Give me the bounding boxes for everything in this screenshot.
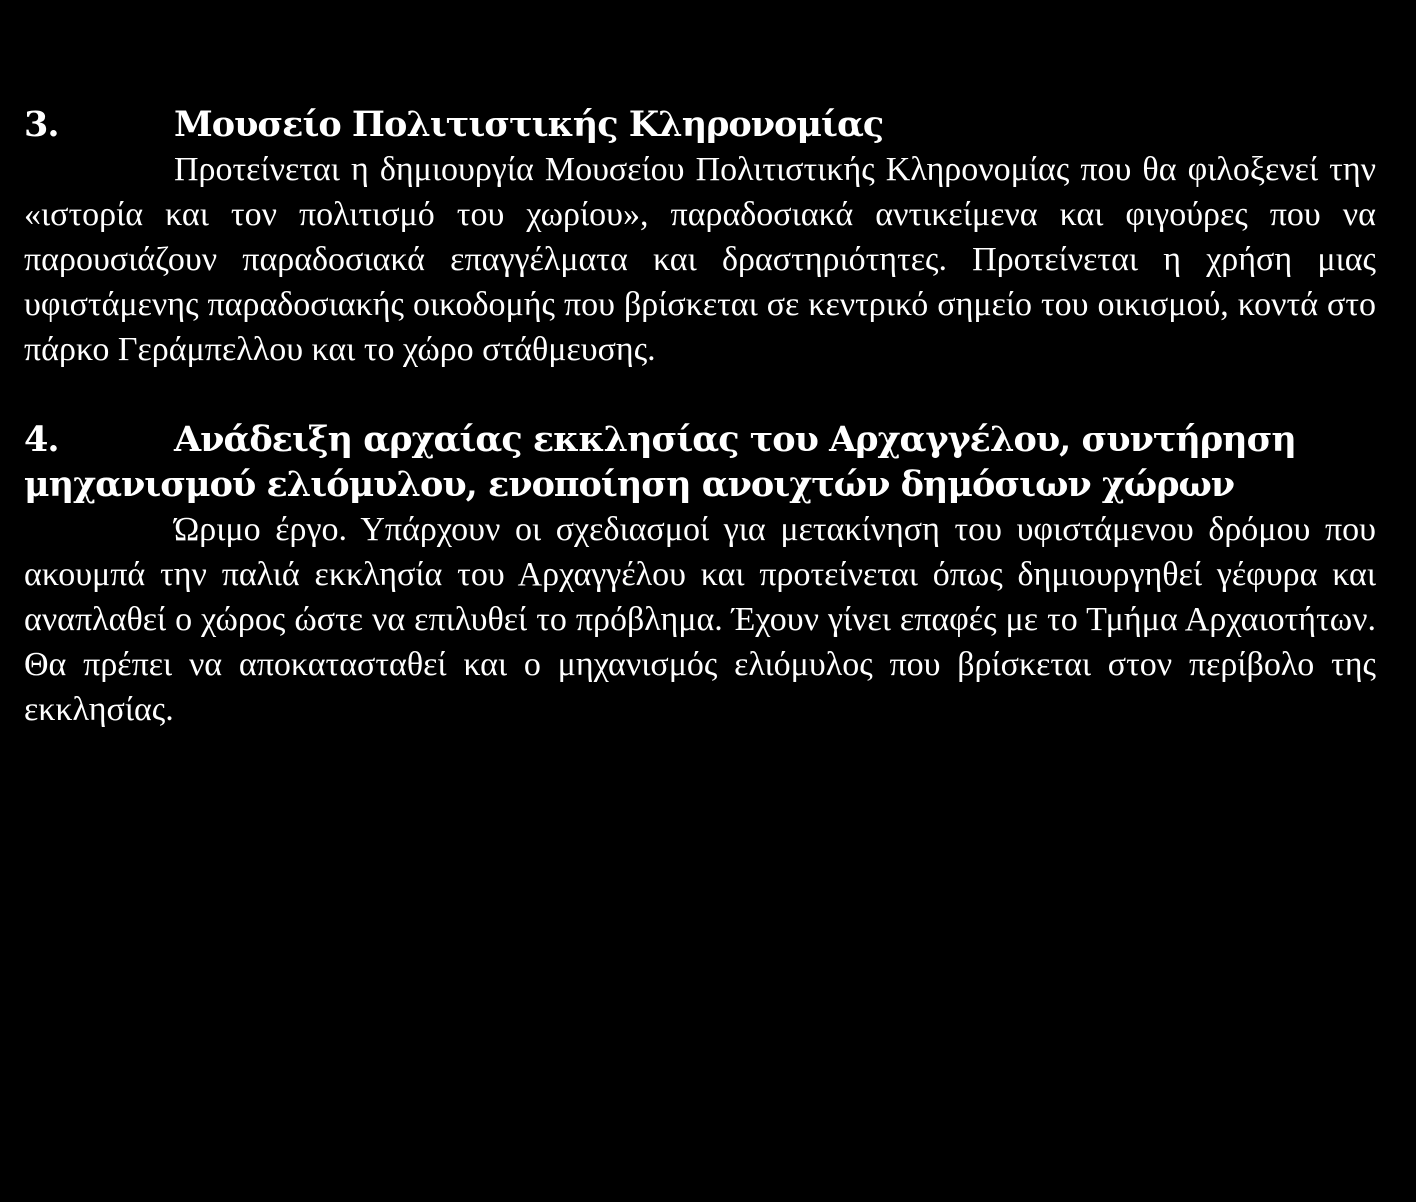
section-title: Ανάδειξη αρχαίας εκκλησίας του Αρχαγγέλου, συντήρηση μηχανισμού ελιόμυλου, ενοποίηση ανοιχτών δημόσιων χώρων <box>24 419 1296 505</box>
section-number: 3. <box>24 104 59 145</box>
section-body: Ώριμο έργο. Υπάρχουν οι σχεδιασμοί για μετακίνηση του υφιστάμενου δρόμου που ακουμπά την παλιά εκκλησία του Αρχαγγέλου και προτείνεται όπως δημιουργηθεί γέφυρα και αναπλαθεί ο χώρος ώστε να επιλυθεί το πρόβλημα. Έχουν γίνει επαφές με το Τμήμα Αρχαιοτήτων. Θα πρέπει να αποκατασταθεί και ο μηχανισμός ελιόμυλος που βρίσκεται στον περίβολο της εκκλησίας. <box>24 511 1376 728</box>
section-heading <box>24 417 1376 507</box>
section-body: Προτείνεται η δημιουργία Μουσείου Πολιτιστικής Κληρονομίας που θα φιλοξενεί την «ιστορία και τον πολιτισμό του χωρίου», παραδοσιακά αντικείμενα και φιγούρες που να παρουσιάζουν παραδοσιακά επαγγέλματα και δραστηριότητες. Προτείνεται η χρήση μιας υφιστάμενης παραδοσιακής οικοδομής που βρίσκεται σε κεντρικό σημείο του οικισμού, κοντά στο πάρκο Γεράμπελλου και το χώρο στάθμευσης. <box>24 151 1376 368</box>
section-number: 4. <box>24 419 59 460</box>
section-title: Μουσείο Πολιτιστικής Κληρονομίας <box>174 104 884 145</box>
section-3 <box>24 102 1376 372</box>
section-heading <box>24 102 1376 147</box>
section-4 <box>24 417 1376 732</box>
document-page <box>24 102 1376 732</box>
